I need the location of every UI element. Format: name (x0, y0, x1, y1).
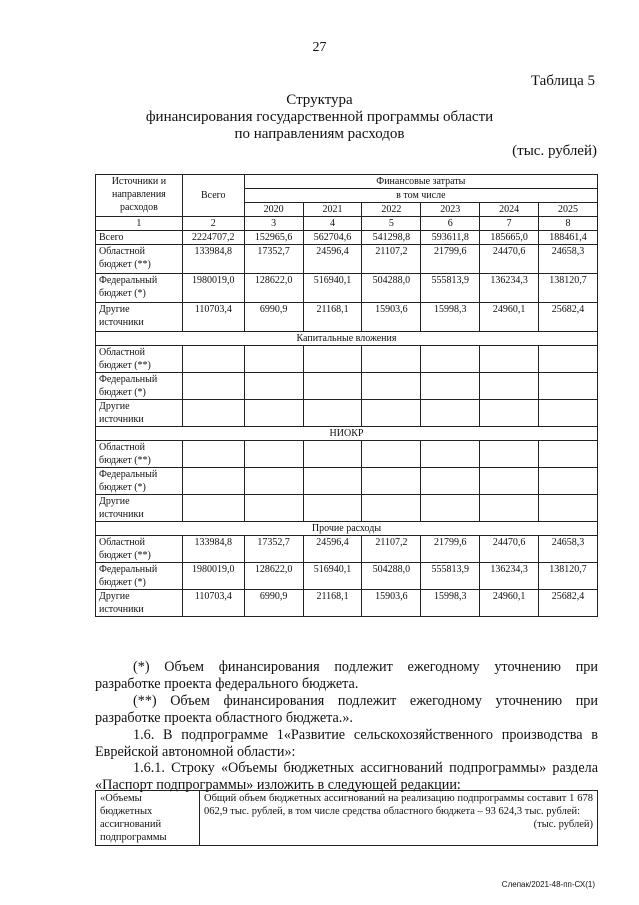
header-total-cell: Всего (182, 175, 244, 217)
value-cell (421, 346, 480, 373)
table-title-line-3: по направлениям расходов (234, 126, 405, 142)
total-row-value: 152965,6 (244, 231, 303, 245)
value-cell (421, 400, 480, 427)
value-cell (362, 373, 421, 400)
value-cell: 21107,2 (362, 245, 421, 274)
col-number: 2 (182, 217, 244, 231)
value-cell: 24658,3 (539, 536, 598, 563)
header-fin-costs: Финансовые затраты (244, 175, 597, 189)
document-code: Слепак/2021-48-пп-СХ(1) (501, 880, 595, 889)
value-cell: 133984,8 (182, 536, 244, 563)
value-cell (182, 346, 244, 373)
value-cell (421, 441, 480, 468)
value-cell: 21168,1 (303, 590, 362, 617)
value-cell: 6990,9 (244, 590, 303, 617)
value-cell: 128622,0 (244, 563, 303, 590)
header-year: 2020 (244, 203, 303, 217)
row-label: Областной бюджет (**) (96, 441, 183, 468)
table-row (96, 373, 598, 400)
unit-label: (тыс. рублей) (512, 143, 597, 159)
value-cell: 24596,4 (303, 536, 362, 563)
table-row (96, 441, 598, 468)
passport-label-cell: «Объемы бюджетных ассигнований подпрограммы (96, 791, 200, 846)
section-title: НИОКР (96, 427, 598, 441)
value-cell: 555813,9 (421, 274, 480, 303)
value-cell: 24960,1 (480, 590, 539, 617)
value-cell: 24960,1 (480, 303, 539, 332)
value-cell (421, 373, 480, 400)
value-cell: 25682,4 (539, 590, 598, 617)
passport-unit: (тыс. рублей) (533, 819, 593, 830)
value-cell (244, 400, 303, 427)
col-number: 8 (539, 217, 598, 231)
section-title: Прочие расходы (96, 522, 598, 536)
page-number: 27 (312, 40, 327, 55)
value-cell: 504288,0 (362, 563, 421, 590)
col-number: 4 (303, 217, 362, 231)
table-row (96, 274, 598, 303)
header-year: 2023 (421, 203, 480, 217)
value-cell (303, 495, 362, 522)
value-cell (421, 495, 480, 522)
passport-table (95, 790, 598, 846)
value-cell (303, 468, 362, 495)
value-cell: 21107,2 (362, 536, 421, 563)
value-cell: 128622,0 (244, 274, 303, 303)
value-cell: 17352,7 (244, 536, 303, 563)
row-label: Областной бюджет (**) (96, 536, 183, 563)
header-sources-cell: Источники и направления расходов (96, 175, 183, 217)
col-number: 3 (244, 217, 303, 231)
value-cell (303, 373, 362, 400)
value-cell (539, 373, 598, 400)
value-cell (244, 441, 303, 468)
value-cell (421, 468, 480, 495)
value-cell: 1980019,0 (182, 274, 244, 303)
value-cell (480, 400, 539, 427)
row-label: Областной бюджет (**) (96, 245, 183, 274)
total-row-value: 2224707,2 (182, 231, 244, 245)
table-row (96, 400, 598, 427)
value-cell: 516940,1 (303, 274, 362, 303)
value-cell: 1980019,0 (182, 563, 244, 590)
total-row-value: 188461,4 (539, 231, 598, 245)
value-cell (244, 346, 303, 373)
passport-text: Общий объем бюджетных ассигнований на реализацию подпрограммы составит 1 678 062,9 тыс. рублей, в том числе средства областного бюджета – 93 624,3 тыс. рублей: (204, 793, 593, 817)
value-cell: 516940,1 (303, 563, 362, 590)
value-cell: 24470,6 (480, 536, 539, 563)
value-cell (539, 400, 598, 427)
clause-1-6: 1.6. В подпрограмме 1«Развитие сельскохозяйственного производства в Еврейской автономной области»: (95, 727, 598, 760)
value-cell: 25682,4 (539, 303, 598, 332)
value-cell: 110703,4 (182, 590, 244, 617)
value-cell (244, 373, 303, 400)
value-cell (480, 346, 539, 373)
value-cell: 138120,7 (539, 274, 598, 303)
value-cell: 24596,4 (303, 245, 362, 274)
table-row (96, 303, 598, 332)
value-cell: 133984,8 (182, 245, 244, 274)
row-label: Федеральный бюджет (*) (96, 373, 183, 400)
row-label: Федеральный бюджет (*) (96, 563, 183, 590)
col-number: 5 (362, 217, 421, 231)
value-cell: 6990,9 (244, 303, 303, 332)
total-row-value: 562704,6 (303, 231, 362, 245)
value-cell (539, 441, 598, 468)
clause-1-6-1: 1.6.1. Строку «Объемы бюджетных ассигнований подпрограммы» раздела «Паспорт подпрограммы» изложить в следующей редакции: (95, 760, 598, 793)
value-cell (244, 495, 303, 522)
row-label: Федеральный бюджет (*) (96, 468, 183, 495)
col-number: 6 (421, 217, 480, 231)
table-row (96, 590, 598, 617)
header-year: 2025 (539, 203, 598, 217)
section-header-row (96, 427, 598, 441)
row-label: Другие источники (96, 303, 183, 332)
value-cell (182, 495, 244, 522)
value-cell: 21799,6 (421, 536, 480, 563)
value-cell: 110703,4 (182, 303, 244, 332)
value-cell: 24470,6 (480, 245, 539, 274)
value-cell (480, 373, 539, 400)
value-cell (182, 373, 244, 400)
value-cell: 136234,3 (480, 274, 539, 303)
total-row-label: Всего (96, 231, 183, 245)
value-cell (303, 400, 362, 427)
row-label: Другие источники (96, 400, 183, 427)
value-cell (362, 400, 421, 427)
value-cell: 555813,9 (421, 563, 480, 590)
total-row-value: 593611,8 (421, 231, 480, 245)
value-cell (480, 495, 539, 522)
value-cell (362, 468, 421, 495)
value-cell (539, 468, 598, 495)
value-cell: 15903,6 (362, 303, 421, 332)
value-cell: 504288,0 (362, 274, 421, 303)
table-row (96, 563, 598, 590)
value-cell (539, 495, 598, 522)
value-cell (362, 441, 421, 468)
header-year: 2021 (303, 203, 362, 217)
row-label: Другие источники (96, 590, 183, 617)
note-federal: (*) Объем финансирования подлежит ежегодному уточнению при разработке проекта федерального бюджета. (95, 659, 598, 692)
value-cell (480, 441, 539, 468)
header-incl: в том числе (244, 189, 597, 203)
table-row (96, 495, 598, 522)
table-title-line-2: финансирования государственной программы области (145, 109, 494, 125)
financing-structure-table (95, 174, 598, 617)
table-row (96, 245, 598, 274)
total-row-value: 541298,8 (362, 231, 421, 245)
value-cell: 15998,3 (421, 303, 480, 332)
note-regional: (**) Объем финансирования подлежит ежегодному уточнению при разработке проекта областного бюджета.». (95, 693, 598, 726)
value-cell: 21799,6 (421, 245, 480, 274)
table-row (96, 346, 598, 373)
value-cell: 24658,3 (539, 245, 598, 274)
col-number: 7 (480, 217, 539, 231)
value-cell: 138120,7 (539, 563, 598, 590)
total-row-value: 185665,0 (480, 231, 539, 245)
value-cell: 136234,3 (480, 563, 539, 590)
table-title-line-1: Структура (286, 92, 353, 108)
value-cell (303, 441, 362, 468)
value-cell: 21168,1 (303, 303, 362, 332)
row-label: Областной бюджет (**) (96, 346, 183, 373)
value-cell (480, 468, 539, 495)
value-cell (182, 400, 244, 427)
value-cell: 17352,7 (244, 245, 303, 274)
section-header-row (96, 332, 598, 346)
row-label: Федеральный бюджет (*) (96, 274, 183, 303)
value-cell (539, 346, 598, 373)
table-label: Таблица 5 (530, 73, 595, 89)
value-cell (362, 495, 421, 522)
value-cell: 15998,3 (421, 590, 480, 617)
value-cell (182, 468, 244, 495)
col-number: 1 (96, 217, 183, 231)
header-year: 2024 (480, 203, 539, 217)
section-title: Капитальные вложения (96, 332, 598, 346)
table-row (96, 468, 598, 495)
value-cell (244, 468, 303, 495)
value-cell (362, 346, 421, 373)
value-cell (303, 346, 362, 373)
section-header-row (96, 522, 598, 536)
table-row (96, 536, 598, 563)
value-cell (182, 441, 244, 468)
value-cell: 15903,6 (362, 590, 421, 617)
row-label: Другие источники (96, 495, 183, 522)
passport-value-cell (200, 791, 598, 846)
header-year: 2022 (362, 203, 421, 217)
